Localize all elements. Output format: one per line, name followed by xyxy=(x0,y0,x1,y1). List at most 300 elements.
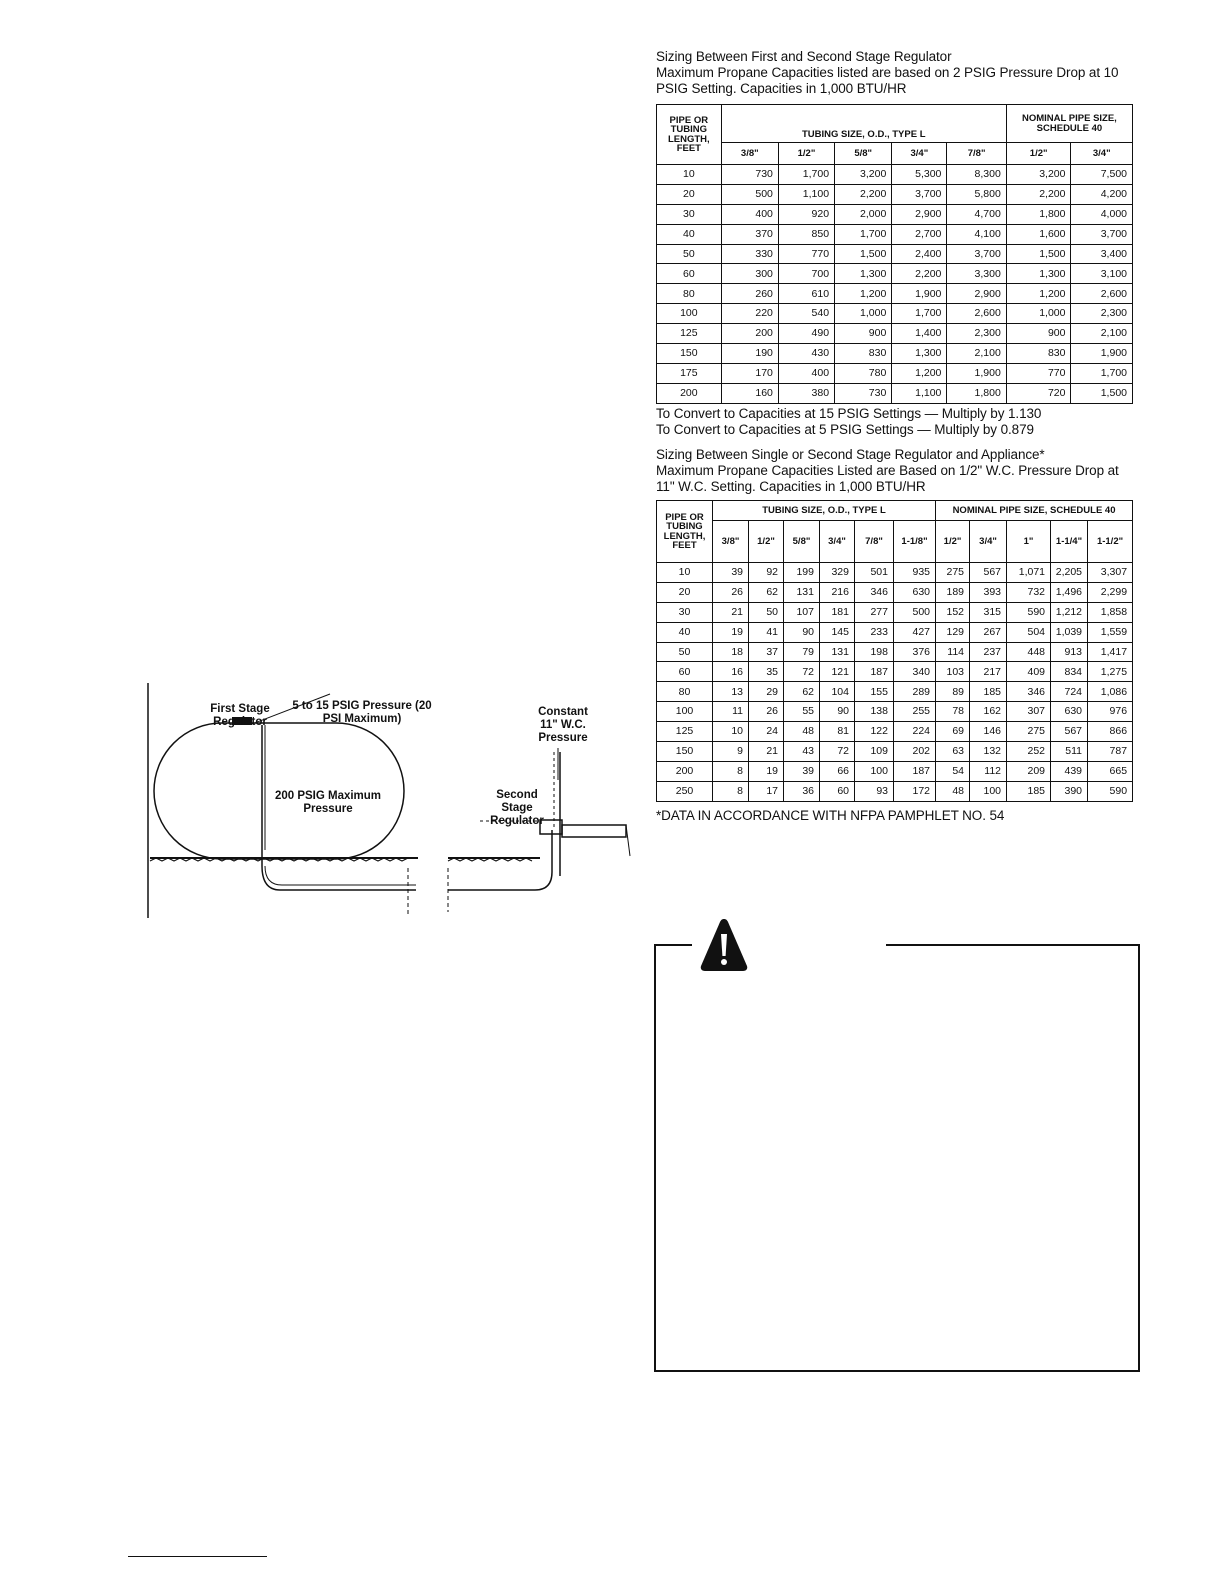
pressure-range-label: 5 to 15 PSIG Pressure (20 PSI Maximum) xyxy=(292,700,432,725)
table2-capacity-cell: 787 xyxy=(1088,742,1133,762)
second-stage-label: Second Stage Regulator xyxy=(490,789,544,827)
table2-capacity-cell: 199 xyxy=(784,563,820,583)
table2-capacity-cell: 131 xyxy=(820,642,855,662)
table2-capacity-cell: 1,275 xyxy=(1088,662,1133,682)
table1-capacity-cell: 730 xyxy=(835,383,892,403)
table-row xyxy=(657,204,1133,224)
table2-capacity-cell: 216 xyxy=(820,582,855,602)
table1-capacity-cell: 2,200 xyxy=(892,264,947,284)
table2-capacity-cell: 1,086 xyxy=(1088,682,1133,702)
table2-capacity-cell: 19 xyxy=(713,622,749,642)
table2-capacity-cell: 665 xyxy=(1088,761,1133,781)
table1-capacity-cell: 330 xyxy=(721,244,778,264)
table1-capacity-cell: 1,700 xyxy=(892,304,947,324)
table2-capacity-cell: 39 xyxy=(784,761,820,781)
table1-capacity-cell: 400 xyxy=(721,204,778,224)
table2-capacity-cell: 36 xyxy=(784,781,820,801)
table2-capacity-cell: 1,039 xyxy=(1051,622,1088,642)
table1-capacity-cell: 2,900 xyxy=(892,204,947,224)
table1-col-header: 3/8" xyxy=(721,143,778,165)
table1-note: To Convert to Capacities at 15 PSIG Settings — Multiply by 1.130 xyxy=(656,406,1042,421)
table2-capacity-cell: 66 xyxy=(820,761,855,781)
table2-capacity-cell: 504 xyxy=(1007,622,1051,642)
table1-capacity-cell: 3,100 xyxy=(1071,264,1133,284)
table2-capacity-cell: 152 xyxy=(936,602,970,622)
table1-capacity-cell: 1,700 xyxy=(835,224,892,244)
table-row xyxy=(657,184,1133,204)
table2-capacity-cell: 146 xyxy=(970,722,1007,742)
table1-capacity-cell: 370 xyxy=(721,224,778,244)
table2-capacity-cell: 3,307 xyxy=(1088,563,1133,583)
table2-capacity-cell: 9 xyxy=(713,742,749,762)
table2-length-cell: 150 xyxy=(657,742,713,762)
table2-capacity-cell: 62 xyxy=(784,682,820,702)
table1-col-header: 1/2" xyxy=(1006,143,1071,165)
table2-capacity-cell: 346 xyxy=(855,582,894,602)
table1-capacity-cell: 2,100 xyxy=(947,344,1006,364)
table1-capacity-cell: 850 xyxy=(778,224,834,244)
table2-tubing-group: TUBING SIZE, O.D., TYPE L xyxy=(713,501,936,521)
table2-capacity-cell: 202 xyxy=(894,742,936,762)
table2-capacity-cell: 50 xyxy=(749,602,784,622)
table2-capacity-cell: 2,205 xyxy=(1051,563,1088,583)
table1-capacity-cell: 4,000 xyxy=(1071,204,1133,224)
table1-capacity-cell: 2,200 xyxy=(1006,184,1071,204)
table2-capacity-cell: 121 xyxy=(820,662,855,682)
table2-capacity-cell: 62 xyxy=(749,582,784,602)
table2-col-header: 1" xyxy=(1007,521,1051,563)
table1-capacity-cell: 1,500 xyxy=(835,244,892,264)
table2-capacity-cell: 10 xyxy=(713,722,749,742)
table2-capacity-cell: 590 xyxy=(1007,602,1051,622)
table1-length-cell: 40 xyxy=(657,224,722,244)
table1-capacity-cell: 1,200 xyxy=(1006,284,1071,304)
table2-capacity-cell: 501 xyxy=(855,563,894,583)
table2-capacity-cell: 315 xyxy=(970,602,1007,622)
table2-capacity-cell: 100 xyxy=(855,761,894,781)
table1-capacity-cell: 2,600 xyxy=(1071,284,1133,304)
table-row xyxy=(657,304,1133,324)
table2-capacity-cell: 340 xyxy=(894,662,936,682)
table1-col-header: 3/4" xyxy=(1071,143,1133,165)
table2-capacity-cell: 138 xyxy=(855,702,894,722)
table1-length-cell: 175 xyxy=(657,363,722,383)
table1-capacity-cell: 830 xyxy=(1006,344,1071,364)
table1-capacity-cell: 1,500 xyxy=(1071,383,1133,403)
table2-capacity-cell: 1,858 xyxy=(1088,602,1133,622)
table1-capacity-cell: 1,300 xyxy=(835,264,892,284)
table2-capacity-cell: 122 xyxy=(855,722,894,742)
table2-col-header: 1-1/4" xyxy=(1051,521,1088,563)
table2-capacity-cell: 92 xyxy=(749,563,784,583)
table-row xyxy=(657,781,1133,801)
table2-capacity-cell: 307 xyxy=(1007,702,1051,722)
table1-capacity-cell: 3,200 xyxy=(1006,165,1071,185)
table2-capacity-cell: 189 xyxy=(936,582,970,602)
table2-heading xyxy=(656,447,1136,495)
table2-col-header: 7/8" xyxy=(855,521,894,563)
table1-capacity-cell: 1,900 xyxy=(892,284,947,304)
table-row xyxy=(657,662,1133,682)
house-supply-pipe xyxy=(562,825,626,837)
table2-capacity-cell: 590 xyxy=(1088,781,1133,801)
table2-capacity-cell: 172 xyxy=(894,781,936,801)
table2-capacity-cell: 1,071 xyxy=(1007,563,1051,583)
table2-col-header: 3/8" xyxy=(713,521,749,563)
table2-capacity-cell: 500 xyxy=(894,602,936,622)
table2-length-cell: 80 xyxy=(657,682,713,702)
table2-capacity-cell: 155 xyxy=(855,682,894,702)
table1-capacity-cell: 770 xyxy=(778,244,834,264)
table2-capacity-cell: 129 xyxy=(936,622,970,642)
table2-capacity-cell: 427 xyxy=(894,622,936,642)
table2-capacity-cell: 267 xyxy=(970,622,1007,642)
footer-rule xyxy=(128,1556,267,1557)
table1-capacity-cell: 4,700 xyxy=(947,204,1006,224)
table1-capacity-cell: 1,700 xyxy=(778,165,834,185)
table2-capacity-cell: 393 xyxy=(970,582,1007,602)
table2-capacity-cell: 275 xyxy=(1007,722,1051,742)
table2-capacity-cell: 81 xyxy=(820,722,855,742)
table2-capacity-cell: 1,496 xyxy=(1051,582,1088,602)
table2-capacity-cell: 1,417 xyxy=(1088,642,1133,662)
table2-capacity-cell: 181 xyxy=(820,602,855,622)
table2-capacity-cell: 48 xyxy=(936,781,970,801)
table2-length-cell: 250 xyxy=(657,781,713,801)
table1-capacity-cell: 1,100 xyxy=(892,383,947,403)
table2-col-header: 1-1/8" xyxy=(894,521,936,563)
table2-capacity-cell: 209 xyxy=(1007,761,1051,781)
table2-capacity-cell: 37 xyxy=(749,642,784,662)
table1-length-cell: 125 xyxy=(657,324,722,344)
table1-capacity-cell: 190 xyxy=(721,344,778,364)
table-row xyxy=(657,324,1133,344)
table2-capacity-cell: 976 xyxy=(1088,702,1133,722)
table1-capacity-cell: 2,000 xyxy=(835,204,892,224)
table-row xyxy=(657,622,1133,642)
table2-capacity-cell: 724 xyxy=(1051,682,1088,702)
table2-capacity-cell: 100 xyxy=(970,781,1007,801)
table-row xyxy=(657,244,1133,264)
table2-capacity-cell: 834 xyxy=(1051,662,1088,682)
table2-capacity-cell: 13 xyxy=(713,682,749,702)
table2-capacity-cell: 224 xyxy=(894,722,936,742)
table-row xyxy=(657,682,1133,702)
table2-col-header: 1/2" xyxy=(936,521,970,563)
table2-capacity-cell: 41 xyxy=(749,622,784,642)
table2-capacity-cell: 277 xyxy=(855,602,894,622)
table2-length-cell: 100 xyxy=(657,702,713,722)
table1-capacity-cell: 3,400 xyxy=(1071,244,1133,264)
table2-capacity-cell: 16 xyxy=(713,662,749,682)
table2-capacity-cell: 1,559 xyxy=(1088,622,1133,642)
first-stage-label: First Stage Regulator xyxy=(210,703,270,728)
table1-capacity-cell: 170 xyxy=(721,363,778,383)
table2-capacity-cell: 187 xyxy=(894,761,936,781)
table1-capacity-cell: 900 xyxy=(835,324,892,344)
table-row xyxy=(657,383,1133,403)
table1-note: To Convert to Capacities at 5 PSIG Settings — Multiply by 0.879 xyxy=(656,422,1034,437)
table2-capacity-cell: 329 xyxy=(820,563,855,583)
table2-capacity-cell: 72 xyxy=(784,662,820,682)
table2-capacity-cell: 21 xyxy=(713,602,749,622)
table2-col-header: 1/2" xyxy=(749,521,784,563)
table1-capacity-cell: 5,300 xyxy=(892,165,947,185)
table1-capacities xyxy=(656,104,1133,404)
table1-capacity-cell: 5,800 xyxy=(947,184,1006,204)
table1-capacity-cell: 2,200 xyxy=(835,184,892,204)
table1-capacity-cell: 1,200 xyxy=(892,363,947,383)
table1-capacity-cell: 220 xyxy=(721,304,778,324)
table2-length-cell: 10 xyxy=(657,563,713,583)
table-row xyxy=(657,582,1133,602)
table2-capacity-cell: 26 xyxy=(713,582,749,602)
table1-length-cell: 50 xyxy=(657,244,722,264)
table-row xyxy=(657,761,1133,781)
table1-capacity-cell: 160 xyxy=(721,383,778,403)
table2-length-header: PIPE OR TUBING LENGTH, FEET xyxy=(657,501,713,563)
table2-capacity-cell: 275 xyxy=(936,563,970,583)
table2-heading-line: Sizing Between Single or Second Stage Regulator and Appliance* xyxy=(656,447,1045,462)
table2-capacity-cell: 162 xyxy=(970,702,1007,722)
table2-capacity-cell: 511 xyxy=(1051,742,1088,762)
table2-capacity-cell: 185 xyxy=(970,682,1007,702)
table1-capacity-cell: 1,900 xyxy=(947,363,1006,383)
table2-capacity-cell: 145 xyxy=(820,622,855,642)
table1-length-cell: 80 xyxy=(657,284,722,304)
table2-length-cell: 30 xyxy=(657,602,713,622)
table2-heading-line: 11" W.C. Setting. Capacities in 1,000 BTU/HR xyxy=(656,479,926,494)
constant-pressure-label: Constant 11" W.C. Pressure xyxy=(538,706,588,744)
table1-capacity-cell: 1,900 xyxy=(1071,344,1133,364)
table2-capacity-cell: 90 xyxy=(820,702,855,722)
table2-capacity-cell: 60 xyxy=(820,781,855,801)
table1-pipe-group: NOMINAL PIPE SIZE, SCHEDULE 40 xyxy=(1006,105,1132,143)
table1-capacity-cell: 490 xyxy=(778,324,834,344)
table2-capacity-cell: 112 xyxy=(970,761,1007,781)
table2-capacity-cell: 187 xyxy=(855,662,894,682)
table1-length-cell: 10 xyxy=(657,165,722,185)
table1-tubing-group: TUBING SIZE, O.D., TYPE L xyxy=(721,105,1006,143)
table1-length-cell: 60 xyxy=(657,264,722,284)
table1-capacity-cell: 920 xyxy=(778,204,834,224)
table1-capacity-cell: 200 xyxy=(721,324,778,344)
table2-pipe-group: NOMINAL PIPE SIZE, SCHEDULE 40 xyxy=(936,501,1133,521)
table2-capacity-cell: 131 xyxy=(784,582,820,602)
table1-capacity-cell: 380 xyxy=(778,383,834,403)
table-row xyxy=(657,563,1133,583)
table-row xyxy=(657,284,1133,304)
table1-capacity-cell: 2,900 xyxy=(947,284,1006,304)
table2-capacity-cell: 103 xyxy=(936,662,970,682)
table2-capacity-cell: 93 xyxy=(855,781,894,801)
table2-capacity-cell: 185 xyxy=(1007,781,1051,801)
table2-capacity-cell: 18 xyxy=(713,642,749,662)
table1-length-cell: 20 xyxy=(657,184,722,204)
table2-capacity-cell: 69 xyxy=(936,722,970,742)
table1-capacity-cell: 1,600 xyxy=(1006,224,1071,244)
table2-capacity-cell: 935 xyxy=(894,563,936,583)
table1-capacity-cell: 720 xyxy=(1006,383,1071,403)
table2-capacity-cell: 2,299 xyxy=(1088,582,1133,602)
table2-capacity-cell: 630 xyxy=(1051,702,1088,722)
table1-capacity-cell: 430 xyxy=(778,344,834,364)
table2-capacity-cell: 79 xyxy=(784,642,820,662)
table1-capacity-cell: 1,000 xyxy=(835,304,892,324)
table2-capacity-cell: 732 xyxy=(1007,582,1051,602)
table2-capacity-cell: 439 xyxy=(1051,761,1088,781)
table2-col-header: 5/8" xyxy=(784,521,820,563)
table1-capacity-cell: 2,700 xyxy=(892,224,947,244)
table2-capacities xyxy=(656,500,1133,802)
table1-capacity-cell: 900 xyxy=(1006,324,1071,344)
table2-footnote: *DATA IN ACCORDANCE WITH NFPA PAMPHLET NO. 54 xyxy=(656,808,1005,823)
table2-capacity-cell: 48 xyxy=(784,722,820,742)
table2-capacity-cell: 198 xyxy=(855,642,894,662)
table1-capacity-cell: 2,300 xyxy=(947,324,1006,344)
table2-capacity-cell: 39 xyxy=(713,563,749,583)
table1-capacity-cell: 400 xyxy=(778,363,834,383)
table1-col-header: 5/8" xyxy=(835,143,892,165)
table2-capacity-cell: 567 xyxy=(1051,722,1088,742)
table1-heading-line: PSIG Setting. Capacities in 1,000 BTU/HR xyxy=(656,81,907,96)
table2-capacity-cell: 233 xyxy=(855,622,894,642)
table2-capacity-cell: 8 xyxy=(713,781,749,801)
table2-capacity-cell: 24 xyxy=(749,722,784,742)
warning-box xyxy=(654,944,1140,1372)
table2-capacity-cell: 90 xyxy=(784,622,820,642)
table2-capacity-cell: 252 xyxy=(1007,742,1051,762)
table2-length-cell: 200 xyxy=(657,761,713,781)
table1-capacity-cell: 780 xyxy=(835,363,892,383)
table2-capacity-cell: 19 xyxy=(749,761,784,781)
table1-capacity-cell: 730 xyxy=(721,165,778,185)
table2-capacity-cell: 107 xyxy=(784,602,820,622)
table1-capacity-cell: 8,300 xyxy=(947,165,1006,185)
table2-length-cell: 125 xyxy=(657,722,713,742)
table1-capacity-cell: 1,800 xyxy=(1006,204,1071,224)
table-row xyxy=(657,722,1133,742)
table1-capacity-cell: 700 xyxy=(778,264,834,284)
table1-capacity-cell: 2,600 xyxy=(947,304,1006,324)
table2-capacity-cell: 29 xyxy=(749,682,784,702)
table-row xyxy=(657,702,1133,722)
table2-col-header: 1-1/2" xyxy=(1088,521,1133,563)
table2-capacity-cell: 866 xyxy=(1088,722,1133,742)
table2-capacity-cell: 72 xyxy=(820,742,855,762)
table2-length-cell: 60 xyxy=(657,662,713,682)
table2-capacity-cell: 17 xyxy=(749,781,784,801)
table1-capacity-cell: 500 xyxy=(721,184,778,204)
table2-capacity-cell: 132 xyxy=(970,742,1007,762)
table1-capacity-cell: 610 xyxy=(778,284,834,304)
table2-capacity-cell: 54 xyxy=(936,761,970,781)
table2-capacity-cell: 89 xyxy=(936,682,970,702)
table2-capacity-cell: 390 xyxy=(1051,781,1088,801)
table1-capacity-cell: 830 xyxy=(835,344,892,364)
table1-length-cell: 200 xyxy=(657,383,722,403)
table1-capacity-cell: 4,200 xyxy=(1071,184,1133,204)
table1-col-header: 1/2" xyxy=(778,143,834,165)
table2-capacity-cell: 11 xyxy=(713,702,749,722)
table2-capacity-cell: 409 xyxy=(1007,662,1051,682)
table1-capacity-cell: 1,800 xyxy=(947,383,1006,403)
table2-length-cell: 20 xyxy=(657,582,713,602)
table2-capacity-cell: 109 xyxy=(855,742,894,762)
table-row xyxy=(657,224,1133,244)
table2-capacity-cell: 26 xyxy=(749,702,784,722)
table1-capacity-cell: 260 xyxy=(721,284,778,304)
table-row xyxy=(657,642,1133,662)
table1-capacity-cell: 1,300 xyxy=(892,344,947,364)
table2-capacity-cell: 346 xyxy=(1007,682,1051,702)
table1-length-cell: 30 xyxy=(657,204,722,224)
table2-capacity-cell: 8 xyxy=(713,761,749,781)
table1-capacity-cell: 770 xyxy=(1006,363,1071,383)
table1-capacity-cell: 2,100 xyxy=(1071,324,1133,344)
table-row xyxy=(657,344,1133,364)
table2-length-cell: 50 xyxy=(657,642,713,662)
table2-length-cell: 40 xyxy=(657,622,713,642)
table1-capacity-cell: 3,700 xyxy=(947,244,1006,264)
table1-heading-line: Sizing Between First and Second Stage Regulator xyxy=(656,49,952,64)
table2-capacity-cell: 55 xyxy=(784,702,820,722)
table1-capacity-cell: 1,400 xyxy=(892,324,947,344)
table-row xyxy=(657,264,1133,284)
table2-heading-line: Maximum Propane Capacities Listed are Based on 1/2" W.C. Pressure Drop at xyxy=(656,463,1119,478)
table2-capacity-cell: 630 xyxy=(894,582,936,602)
table1-length-cell: 100 xyxy=(657,304,722,324)
table1-capacity-cell: 1,000 xyxy=(1006,304,1071,324)
table1-capacity-cell: 7,500 xyxy=(1071,165,1133,185)
table2-capacity-cell: 21 xyxy=(749,742,784,762)
table2-capacity-cell: 78 xyxy=(936,702,970,722)
table1-col-header: 7/8" xyxy=(947,143,1006,165)
table2-capacity-cell: 376 xyxy=(894,642,936,662)
table-row xyxy=(657,742,1133,762)
table1-heading-line: Maximum Propane Capacities listed are based on 2 PSIG Pressure Drop at 10 xyxy=(656,65,1119,80)
table-row xyxy=(657,363,1133,383)
table1-capacity-cell: 540 xyxy=(778,304,834,324)
table2-capacity-cell: 1,212 xyxy=(1051,602,1088,622)
table2-capacity-cell: 43 xyxy=(784,742,820,762)
table1-capacity-cell: 3,700 xyxy=(892,184,947,204)
table2-capacity-cell: 913 xyxy=(1051,642,1088,662)
table2-capacity-cell: 237 xyxy=(970,642,1007,662)
table1-notes xyxy=(656,406,1136,438)
table1-capacity-cell: 1,200 xyxy=(835,284,892,304)
table2-capacity-cell: 448 xyxy=(1007,642,1051,662)
table1-capacity-cell: 2,300 xyxy=(1071,304,1133,324)
table1-capacity-cell: 300 xyxy=(721,264,778,284)
table1-length-header: PIPE OR TUBING LENGTH, FEET xyxy=(657,105,722,165)
table1-capacity-cell: 3,700 xyxy=(1071,224,1133,244)
table-row xyxy=(657,165,1133,185)
table1-capacity-cell: 1,100 xyxy=(778,184,834,204)
table2-capacity-cell: 255 xyxy=(894,702,936,722)
table1-col-header: 3/4" xyxy=(892,143,947,165)
table1-capacity-cell: 3,200 xyxy=(835,165,892,185)
table1-capacity-cell: 1,700 xyxy=(1071,363,1133,383)
table1-capacity-cell: 4,100 xyxy=(947,224,1006,244)
table2-capacity-cell: 289 xyxy=(894,682,936,702)
table2-capacity-cell: 35 xyxy=(749,662,784,682)
table2-capacity-cell: 114 xyxy=(936,642,970,662)
table2-col-header: 3/4" xyxy=(970,521,1007,563)
table1-capacity-cell: 1,300 xyxy=(1006,264,1071,284)
table2-capacity-cell: 104 xyxy=(820,682,855,702)
tank-pressure-label: 200 PSIG Maximum Pressure xyxy=(274,790,382,815)
